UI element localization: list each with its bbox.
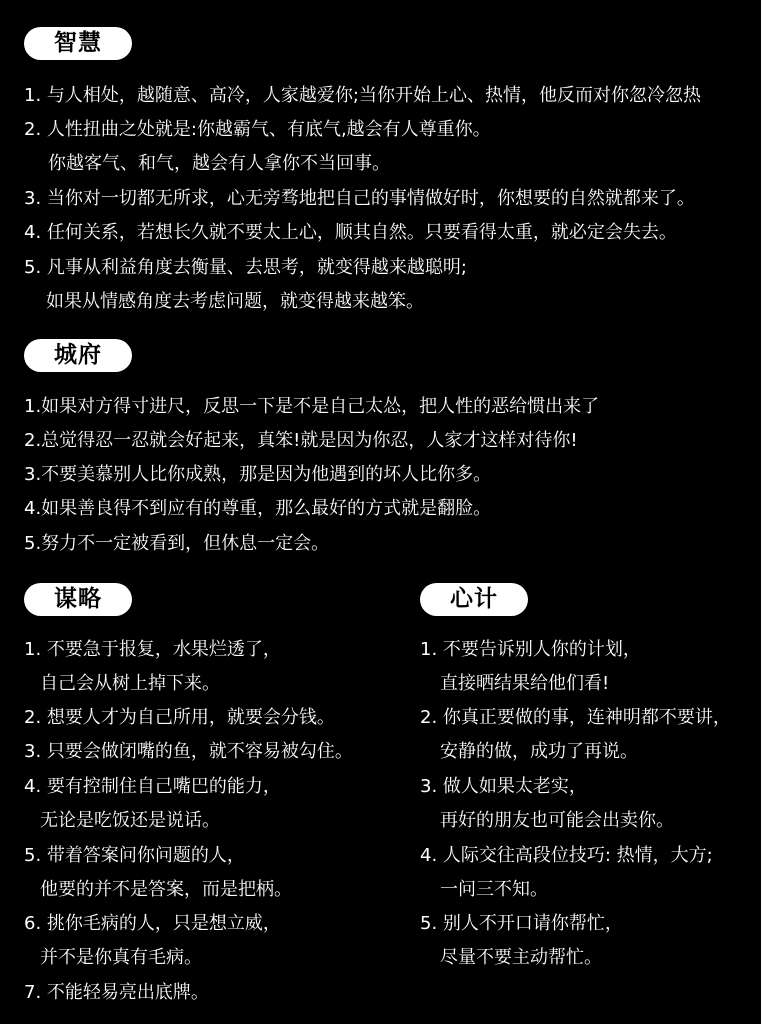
moulue-line-4: 4. 要有控制住自己嘴巴的能力， [24,776,281,797]
section-title-zhihui: 智慧 [24,27,132,60]
moulue-line-1: 1. 不要急于报复，水果烂透了， [24,639,281,660]
chengfu-line-3: 3.不要美慕别人比你成熟，那是因为他遇到的坏人比你多。 [24,464,492,485]
section-title-chengfu: 城府 [24,339,132,372]
xinji-line-1: 1. 不要告诉别人你的计划， [420,639,641,660]
zhihui-line-2: 2. 人性扭曲之处就是:你越霸气、有底气,越会有人尊重你。 [24,119,491,140]
xinji-line-4b: 一问三不知。 [440,879,548,900]
chengfu-line-1: 1.如果对方得寸进尺，反思一下是不是自己太怂，把人性的恶给惯出来了 [24,396,600,417]
section-title-xinji: 心计 [420,583,528,616]
moulue-line-1b: 自己会从树上掉下来。 [40,673,220,694]
xinji-line-3: 3. 做人如果太老实， [420,776,587,797]
moulue-line-6b: 并不是你真有毛病。 [40,947,202,968]
moulue-line-5: 5. 带着答案问你问题的人， [24,845,245,866]
xinji-line-5: 5. 别人不开口请你帮忙， [420,913,623,934]
moulue-line-3: 3. 只要会做闭嘴的鱼，就不容易被勾住。 [24,741,353,762]
zhihui-line-1: 1. 与人相处，越随意、高冷，人家越爱你;当你开始上心、热情，他反而对你忽冷忽热 [24,85,701,106]
moulue-line-6: 6. 挑你毛病的人，只是想立威， [24,913,281,934]
xinji-line-3b: 再好的朋友也可能会出卖你。 [440,810,674,831]
xinji-line-2: 2. 你真正要做的事，连神明都不要讲， [420,707,731,728]
zhihui-line-4: 4. 任何关系，若想长久就不要太上心，顺其自然。只要看得太重，就必定会失去。 [24,222,677,243]
zhihui-line-5: 5. 凡事从利益角度去衡量、去思考，就变得越来越聪明; [24,257,467,278]
xinji-line-1b: 直接晒结果给他们看! [440,673,610,694]
zhihui-line-2b: 你越客气、和气，越会有人拿你不当回事。 [48,153,390,174]
moulue-line-2: 2. 想要人才为自己所用，就要会分钱。 [24,707,335,728]
zhihui-line-3: 3. 当你对一切都无所求，心无旁骛地把自己的事情做好时，你想要的自然就都来了。 [24,188,695,209]
chengfu-line-4: 4.如果善良得不到应有的尊重，那么最好的方式就是翻脸。 [24,498,492,519]
moulue-line-7: 7. 不能轻易亮出底牌。 [24,982,209,1003]
chengfu-line-5: 5.努力不一定被看到，但休息一定会。 [24,533,330,554]
xinji-line-4: 4. 人际交往高段位技巧: 热情，大方; [420,845,713,866]
moulue-line-4b: 无论是吃饭还是说话。 [40,810,220,831]
xinji-line-2b: 安静的做，成功了再说。 [440,741,638,762]
xinji-line-5b: 尽量不要主动帮忙。 [440,947,602,968]
chengfu-line-2: 2.总觉得忍一忍就会好起来，真笨!就是因为你忍，人家才这样对待你! [24,430,578,451]
section-title-moulue: 谋略 [24,583,132,616]
moulue-line-5b: 他要的并不是答案，而是把柄。 [40,879,292,900]
zhihui-line-5b: 如果从情感角度去考虑问题，就变得越来越笨。 [46,291,424,312]
